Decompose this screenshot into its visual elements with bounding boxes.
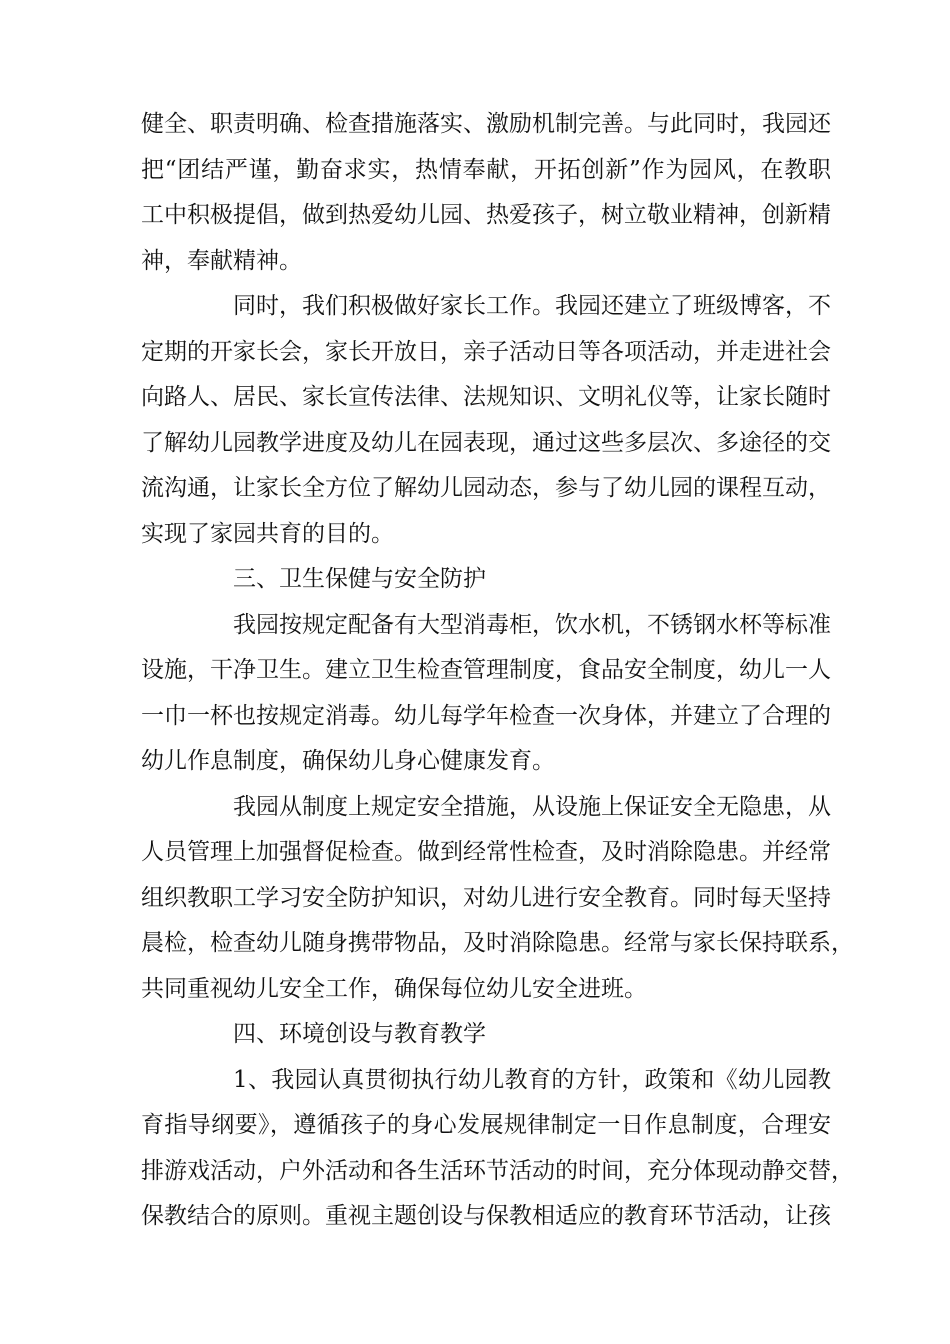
body-line: 健全、职责明确、检查措施落实、激励机制完善。与此同时，我园还 bbox=[141, 111, 831, 137]
section-heading: 三、卫生保健与安全防护 bbox=[233, 566, 486, 592]
body-line: 设施，干净卫生。建立卫生检查管理制度，食品安全制度，幼儿一人 bbox=[141, 657, 831, 683]
body-line: 神，奉献精神。 bbox=[141, 247, 302, 274]
document-body bbox=[141, 102, 854, 1240]
body-line: 组织教职工学习安全防护知识，对幼儿进行安全教育。同时每天坚持 bbox=[141, 884, 831, 911]
section-heading: 四、环境创设与教育教学 bbox=[233, 1021, 486, 1047]
body-line: 实现了家园共育的目的。 bbox=[141, 520, 394, 547]
body-line: 排游戏活动，户外活动和各生活环节活动的时间，充分体现动静交替， bbox=[141, 1157, 854, 1184]
body-line: 共同重视幼儿安全工作，确保每位幼儿安全进班。 bbox=[141, 975, 647, 1002]
paragraph-first-line: 我园按规定配备有大型消毒柜，饮水机，不锈钢水杯等标准 bbox=[233, 611, 831, 638]
body-line: 定期的开家长会，家长开放日，亲子活动日等各项活动，并走进社会 bbox=[141, 338, 831, 365]
body-line: 把“团结严谨，勤奋求实，热情奉献，开拓创新”作为园风，在教职 bbox=[141, 156, 831, 183]
body-line: 一巾一杯也按规定消毒。幼儿每学年检查一次身体，并建立了合理的 bbox=[141, 702, 831, 729]
paragraph-first-line: 同时，我们积极做好家长工作。我园还建立了班级博客，不 bbox=[233, 293, 831, 319]
body-line: 育指导纲要》，遵循孩子的身心发展规律制定一日作息制度，合理安 bbox=[141, 1112, 831, 1138]
body-line: 流沟通，让家长全方位了解幼儿园动态，参与了幼儿园的课程互动， bbox=[141, 475, 831, 501]
body-line: 人员管理上加强督促检查。做到经常性检查，及时消除隐患。并经常 bbox=[141, 839, 831, 865]
body-line: 向路人、居民、家长宣传法律、法规知识、文明礼仪等，让家长随时 bbox=[141, 384, 831, 410]
paragraph-first-line: 1、我园认真贯彻执行幼儿教育的方针，政策和《幼儿园教 bbox=[233, 1066, 831, 1093]
body-line: 幼儿作息制度，确保幼儿身心健康发育。 bbox=[141, 748, 555, 774]
body-line: 保教结合的原则。重视主题创设与保教相适应的教育环节活动，让孩 bbox=[141, 1203, 831, 1229]
body-line: 了解幼儿园教学进度及幼儿在园表现，通过这些多层次、多途径的交 bbox=[141, 429, 831, 456]
paragraph-first-line: 我园从制度上规定安全措施，从设施上保证安全无隐患，从 bbox=[233, 793, 831, 820]
body-line: 晨检，检查幼儿随身携带物品，及时消除隐患。经常与家长保持联系， bbox=[141, 930, 854, 956]
body-line: 工中积极提倡，做到热爱幼儿园、热爱孩子，树立敬业精神，创新精 bbox=[141, 202, 831, 228]
